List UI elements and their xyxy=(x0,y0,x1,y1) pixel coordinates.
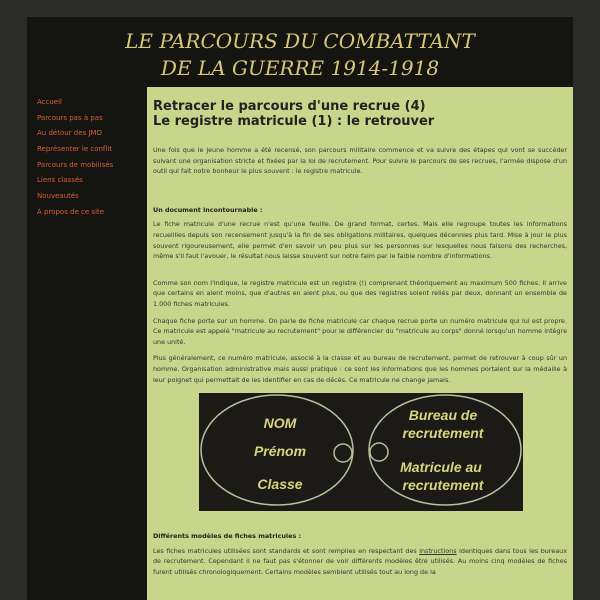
instructions-link[interactable]: instructions xyxy=(419,546,457,555)
section1-paragraph-1: Le fiche matricule d'une recrue n'est qu'une feuille. De grand format, certes. Mais elle regroupe toutes les informations recueillies depuis son recensement jusqu'à la fin de ses obligations militaires, quelques décennies plus tard. Mise à jour le plus souvent rigoureusement, elle permet d'en savoir un peu plus sur les personnes sur lesquelles nous faisons des recherches, même s'il faut l'avouer, le résultat nous laisse souvent sur notre faim par le faible nombre d'informations. xyxy=(153,220,567,261)
section2-text-b: identiques dans tous les bureaux de recrutement. Cependant il ne faut pas s'étonner de voir différents modèles être utilisés. Au moins cinq modèles de fiches furent utilisés chronologiquement. Certains modèles semblent utilisés tout au long de la xyxy=(153,546,567,576)
medal-text-bureau: Bureau de xyxy=(408,407,478,424)
section1-heading: Un document incontournable : xyxy=(153,205,263,214)
medal-text-prenom: Prénom xyxy=(253,443,307,460)
sidebar-nav xyxy=(27,87,147,221)
section2-paragraph-1 xyxy=(153,546,567,578)
sidebar-item-nouveautes[interactable]: Nouveautés xyxy=(37,192,79,201)
sidebar-item-representer[interactable]: Représenter le conflit xyxy=(37,145,113,154)
section2-heading: Différents modèles de fiches matricules : xyxy=(153,532,302,541)
article-title-line2: Le registre matricule (1) : le retrouver xyxy=(153,114,435,129)
sidebar-item-liens[interactable]: Liens classés xyxy=(37,176,83,185)
main-content xyxy=(147,87,573,600)
medal-text-matricule: Matricule au xyxy=(400,459,482,476)
article-title-line1: Retracer le parcours d'une recrue (4) xyxy=(153,99,426,114)
site-title-line1: LE PARCOURS DU COMBATTANT xyxy=(125,29,475,53)
site-title xyxy=(27,17,573,82)
sidebar-item-jmo[interactable]: Au détour des JMO xyxy=(37,129,103,138)
section1-paragraph-2: Comme son nom l'indique, le registre matricule est un registre (!) comprenant théoriquement au maximum 500 fiches. Il arrive que certains en aient moins, que d'autres en aient plus, ou que des registres soient reliés par deux, donnant un ensemble de 1.000 fiches matricules. xyxy=(153,278,567,308)
sidebar-item-a-propos[interactable]: A propos de ce site xyxy=(37,207,105,216)
sidebar-item-accueil[interactable]: Accueil xyxy=(37,98,62,106)
article-title xyxy=(153,99,567,129)
page xyxy=(27,17,573,600)
medal-text-classe: Classe xyxy=(257,476,303,493)
section1-paragraph-3: Chaque fiche porte sur un homme. On parle de fiche matricule car chaque recrue porte un numéro matricule qui lui est propre. Ce matricule est appelé "matricule au recrutement" pour le différencier du "matricule au corps" donné lorsqu'un homme intègre une unité. xyxy=(153,316,567,346)
medal-figure xyxy=(199,393,567,515)
sidebar-item-parcours-pas-a-pas[interactable]: Parcours pas à pas xyxy=(37,113,103,122)
section1-paragraph-4: Plus généralement, ce numéro matricule, associé à la classe et au bureau de recrutement, permet de retrouver à coup sûr un homme. Organisation administrative mais aussi pratique : ce sont les informations que les hommes portaient sur la médaille à leur poignet qui permettait de les identifier en cas de décès. Ce matricule ne change jamais. xyxy=(153,354,567,384)
site-title-line2: DE LA GUERRE 1914-1918 xyxy=(160,56,440,80)
medal-text-recrutement-1: recrutement xyxy=(402,425,484,442)
sidebar-item-mobilises[interactable]: Parcours de mobilisés xyxy=(37,160,114,169)
medal-text-recrutement-2: recrutement xyxy=(402,477,484,494)
intro-paragraph: Une fois que le jeune homme a été recensé, son parcours militaire commence et va suivre des étapes qui vont se succéder suivant une organisation stricte et fixées par la loi de recrutement. Pour suivre le parcours de ses recrues, l'armée dispose d'un outil qui fait notre bonheur le plus souvent : le registre matricule. xyxy=(153,146,567,176)
section2-text-a: Les fiches matricules utilisées sont standards et sont remplies en respectant des xyxy=(153,546,420,555)
identity-medal-image xyxy=(199,393,523,511)
medal-text-nom: NOM xyxy=(263,415,297,432)
site-header xyxy=(27,17,573,87)
